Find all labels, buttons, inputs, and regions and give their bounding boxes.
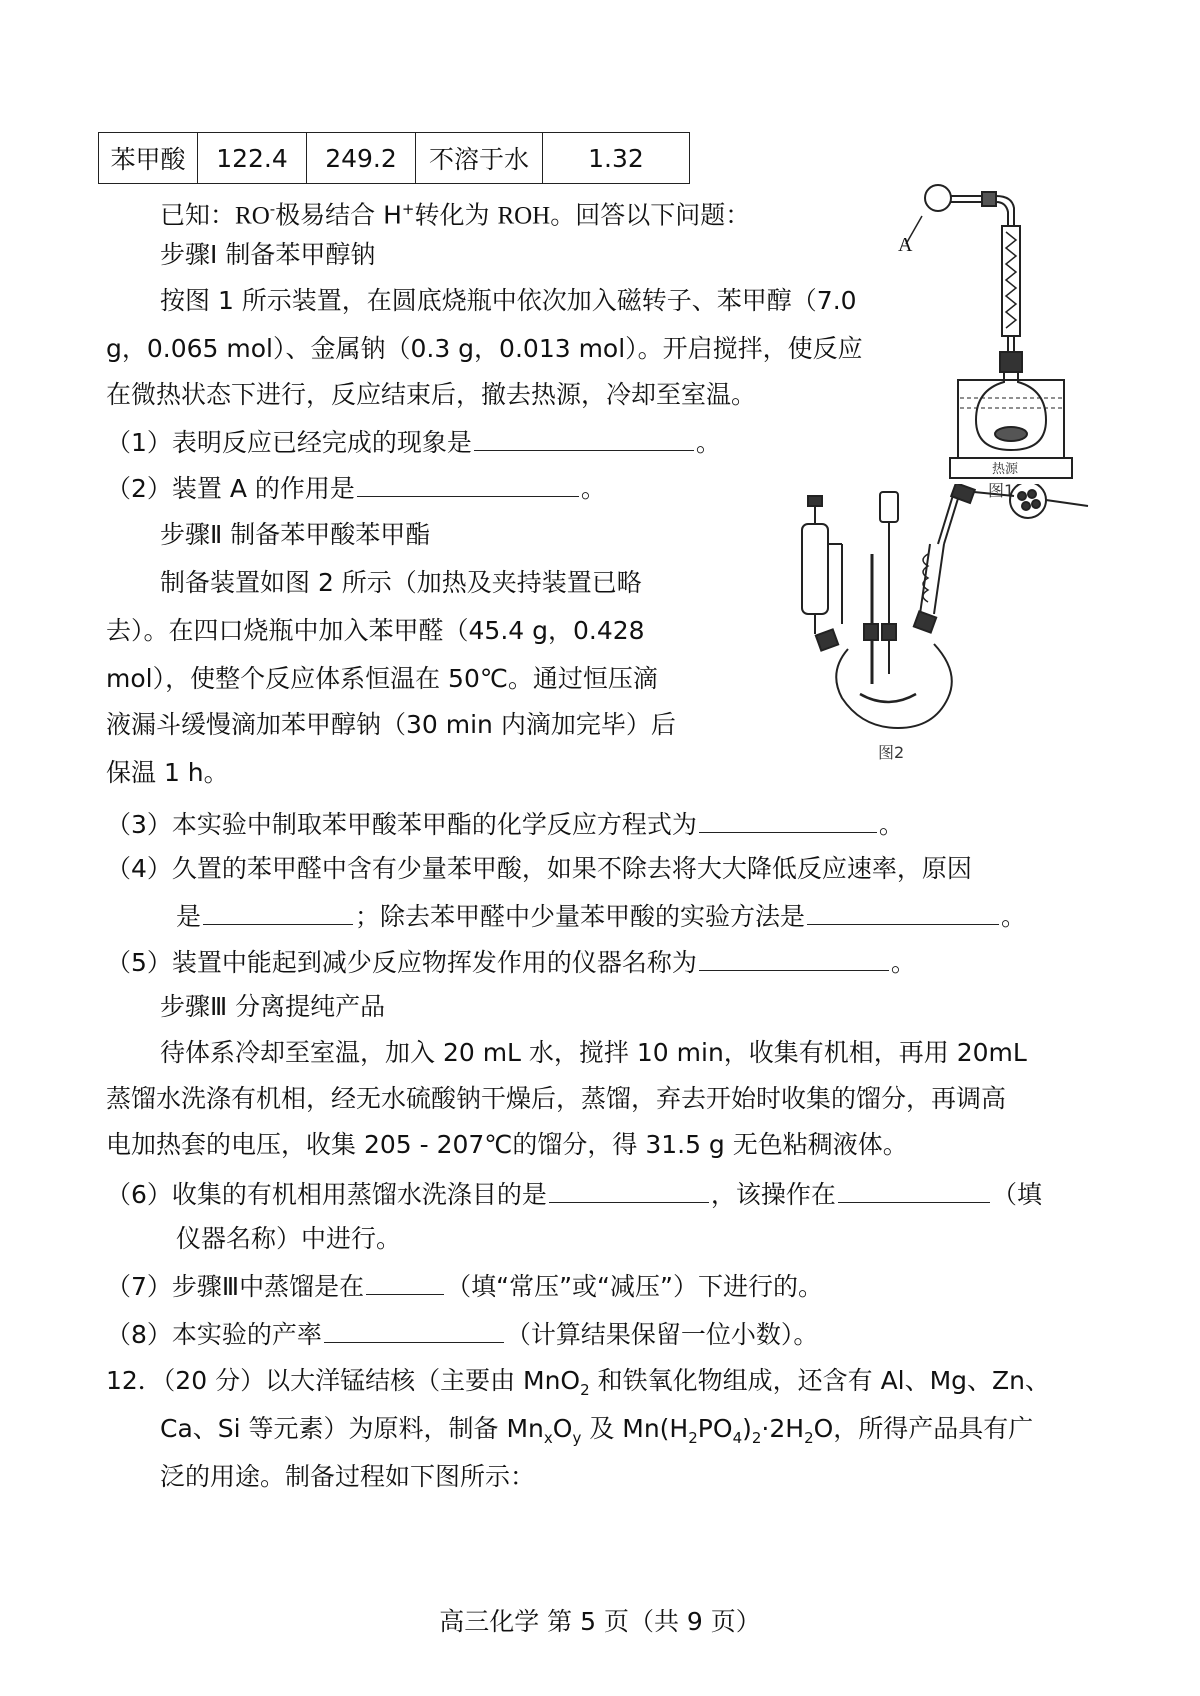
text: PO: [697, 1414, 733, 1443]
text: （7）步骤Ⅲ中蒸馏是在: [106, 1272, 365, 1301]
step2-para: 保温 1 h。: [106, 758, 229, 787]
table-row: [99, 133, 690, 184]
question-3: [106, 806, 904, 842]
answer-blank[interactable]: [366, 1268, 444, 1295]
text: （8）本实验的产率: [106, 1320, 322, 1349]
text: 转化为: [414, 200, 498, 230]
figure-2-caption: 图2: [878, 743, 905, 762]
answer-blank[interactable]: [357, 470, 579, 497]
text: （2）装置 A 的作用是: [106, 474, 355, 503]
question-1: [106, 424, 721, 460]
answer-blank[interactable]: [474, 424, 694, 451]
drying-tube-bulb: [925, 185, 951, 211]
table-cell: 122.4: [198, 133, 307, 184]
step3-para: 待体系冷却至室温，加入 20 mL 水，搅拌 10 min，收集有机相，再用 20mL: [160, 1038, 1027, 1067]
text: O，所得产品具有广: [813, 1414, 1034, 1443]
text: 极易结合 H: [275, 200, 402, 230]
answer-blank[interactable]: [699, 806, 877, 833]
text: ROH: [497, 202, 551, 230]
question-6: [106, 1176, 1042, 1212]
text: 。: [890, 948, 916, 977]
answer-blank[interactable]: [699, 944, 889, 971]
subscript: 4: [732, 1429, 743, 1447]
text: ；除去苯甲醛中少量苯甲酸的实验方法是: [355, 902, 806, 931]
step2-para: 液漏斗缓慢滴加苯甲醇钠（30 min 内滴加完毕）后: [106, 710, 676, 739]
question-12-cont: [160, 1412, 1033, 1455]
subscript: 2: [688, 1429, 698, 1447]
step3-para: 电加热套的电压，收集 205 - 207℃的馏分，得 31.5 g 无色粘稠液体。: [106, 1130, 908, 1159]
step3-title: 步骤Ⅲ 分离提纯产品: [160, 992, 386, 1021]
text: ·2H: [761, 1414, 805, 1443]
text: （计算结果保留一位小数）。: [505, 1320, 819, 1349]
text: 。: [695, 428, 721, 457]
question-4-cont: [176, 898, 1026, 934]
text: ): [742, 1414, 752, 1443]
text: 是: [176, 902, 202, 931]
property-table: [98, 132, 690, 184]
superscript: +: [401, 200, 415, 218]
text: 和铁氧化物组成，还含有 Al、Mg、Zn、: [589, 1366, 1051, 1395]
subscript: 2: [751, 1429, 762, 1447]
step1-para: 在微热状态下进行，反应结束后，撤去热源，冷却至室温。: [106, 380, 757, 409]
table-cell: 苯甲酸: [99, 133, 198, 184]
answer-blank[interactable]: [549, 1176, 709, 1203]
question-7: [106, 1268, 823, 1304]
question-5: [106, 944, 916, 980]
figure-1-apparatus: [900, 176, 1080, 496]
question-12: [106, 1364, 1050, 1407]
text: O: [552, 1414, 573, 1443]
question-8: [106, 1316, 818, 1352]
text: RO: [235, 202, 270, 230]
subscript: 2: [580, 1381, 590, 1399]
step2-title: 步骤Ⅱ 制备苯甲酸苯甲酯: [160, 520, 431, 549]
text: Ca、Si 等元素）为原料，制备 Mn: [160, 1414, 544, 1443]
text: （6）收集的有机相用蒸馏水洗涤目的是: [106, 1180, 547, 1209]
text: ，该操作在: [710, 1180, 836, 1209]
known-line: [160, 192, 750, 233]
text: 。回答以下问题：: [550, 200, 751, 230]
step3-para: 蒸馏水洗涤有机相，经无水硫酸钠干燥后，蒸馏，弃去开始时收集的馏分，再调高: [106, 1084, 1007, 1113]
figure-1-label-a: A: [898, 234, 913, 256]
question-4: （4）久置的苯甲醛中含有少量苯甲酸，如果不除去将大大降低反应速率，原因: [106, 854, 972, 883]
question-6-cont: 仪器名称）中进行。: [176, 1224, 402, 1253]
question-2: [106, 470, 606, 506]
text: 12．（20 分）以大洋锰结核（主要由 MnO: [106, 1366, 581, 1395]
subscript: x: [543, 1429, 553, 1447]
figure-2-apparatus: [788, 484, 1098, 734]
step1-para: g，0.065 mol）、金属钠（0.3 g，0.013 mol）。开启搅拌，使反应: [106, 334, 863, 363]
page-footer: 高三化学 第 5 页（共 9 页）: [439, 1607, 761, 1636]
superscript: -: [269, 200, 276, 218]
figure-1-heat-label: 热源: [992, 462, 1019, 477]
text: 。: [580, 474, 606, 503]
text: 。: [1001, 902, 1027, 931]
table-cell: 1.32: [543, 133, 690, 184]
text: （填: [991, 1180, 1042, 1209]
text: （3）本实验中制取苯甲酸苯甲酯的化学反应方程式为: [106, 810, 697, 839]
answer-blank[interactable]: [807, 898, 999, 925]
subscript: y: [572, 1429, 582, 1447]
question-12-cont: 泛的用途。制备过程如下图所示：: [160, 1462, 536, 1491]
text: （填“常压”或“减压”）下进行的。: [446, 1272, 823, 1301]
step1-para: 按图 1 所示装置，在圆底烧瓶中依次加入磁转子、苯甲醇（7.0: [160, 286, 857, 315]
table-cell: 249.2: [307, 133, 416, 184]
text: 。: [878, 810, 904, 839]
subscript: 2: [804, 1429, 814, 1447]
text: （5）装置中能起到减少反应物挥发作用的仪器名称为: [106, 948, 697, 977]
step2-para: 制备装置如图 2 所示（加热及夹持装置已略: [160, 568, 642, 597]
text: 已知：: [160, 200, 236, 230]
step2-para: mol），使整个反应体系恒温在 50℃。通过恒压滴: [106, 664, 658, 693]
step1-title: 步骤Ⅰ 制备苯甲醇钠: [160, 240, 376, 269]
answer-blank[interactable]: [324, 1316, 504, 1343]
figure-1-caption: 图1: [988, 481, 1015, 500]
answer-blank[interactable]: [838, 1176, 990, 1203]
text: （1）表明反应已经完成的现象是: [106, 428, 472, 457]
text: 及 Mn(H: [581, 1414, 689, 1443]
step2-para: 去）。在四口烧瓶中加入苯甲醛（45.4 g，0.428: [106, 616, 645, 645]
table-cell: 不溶于水: [416, 133, 543, 184]
answer-blank[interactable]: [203, 898, 353, 925]
